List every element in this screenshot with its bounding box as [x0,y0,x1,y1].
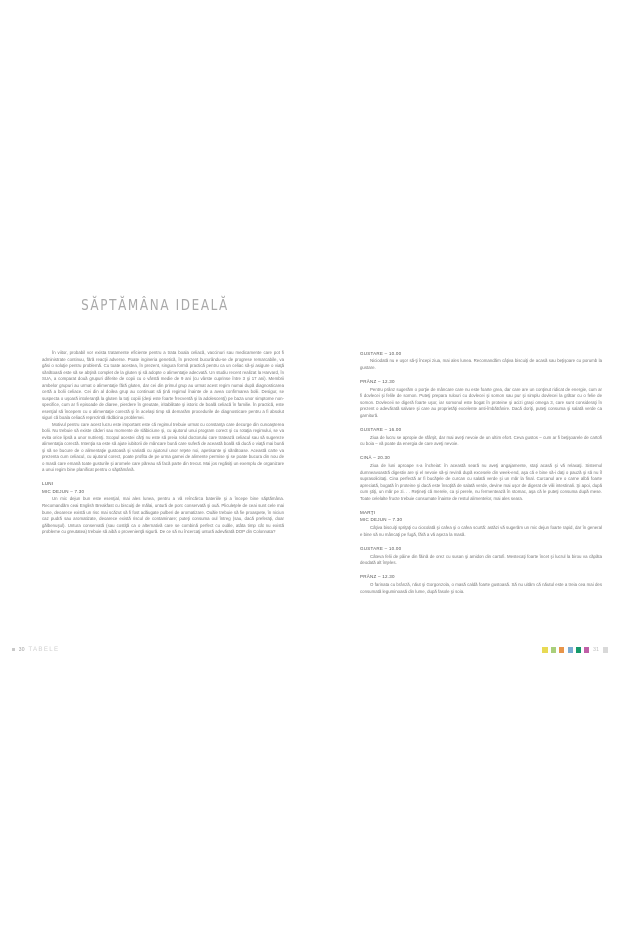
footer-swatch-group [542,647,608,653]
color-swatch-light-green [551,647,556,652]
meal-text-gustare-10: Niciodată nu e uşor să-ţi începi ziua, mai ales lunea. Recomandăm câţiva biscuiţi de acasă sau beţişoare cu porumb la gustare. [360,358,602,370]
meal-heading-mic-dejun: MIC DEJUN – 7.30 [42,488,85,494]
meal-text-cina-20: Ziua de luni aproape s-a încheiat: în această seară nu aveţi angajamente, staţi acasă şi vă relaxaţi. Sistemul dumneavoastră digestiv are şi el nevoie să-şi revină după excesele din week-end, aşa că e bine să-i daţi o pauză şi să nu îl suprasolicitaţi. Cina perfectă ar fi bucăţele de curcan cu salată verde şi un măr la final. Curcanul are o carne albă foarte apreciată, bogată în proteine şi dacă este însoţită de salată verde, devine mai uşor de digerat de vilii intestinali. Şi apoi, după cum ştiţi, un măr pe zi. . . Reţineţi că merele, ca şi perele, nu fermentează în stomac, aşa că le puteţi consuma după mese. Toate celelalte fructe trebuie consumate înainte de restul alimentelor, mai ales seara. [360,463,602,501]
meal-text-marti-gustare-10: Câteva felii de pâine din făină de orez cu susan şi amidon din cartofi. Mestecaţi foarte încet şi lucrul la birou va căpăta deodată alt înţeles. [360,553,602,566]
meal-heading-cina-20: CINĂ – 20.30 [360,455,391,461]
meal-text-mic-dejun: Un mic dejun bun este esenţial, mai ales lunea, pentru a vă reîncărca bateriile şi a începe bine săptămâna. Recomandăm ceai English Breakfast cu biscuiţi de mălai, untură de porc conservată şi ouă. Pliculeţele de ceai sunt cele mai bune, deoarece există un risc mai scăzut să fi fost adăugate pulberi de aromatizare. Ouăle trebuie să fie proaspete, în niciun caz pudră sau aromatizate, deoarece există riscul de contaminare; puteţi consuma oul întreg (sau, dacă preferaţi, doar gălbenuşul). Untura conservată (sau costiţă ca o alternativă care se combină perfect cu ouăle, atâta timp cât nu există probleme cu greutatea) trebuie să aibă o provenienţă sigură. De ce să nu încercaţi untură adevărată DOP din Colonnata? [42,496,284,535]
meal-text-marti-pranz-12: O farinata cu brânză, năut şi Gorgonzola, o masă caldă foarte gustoasă. Să nu uităm că năutul este a treia cea mai des consumată leguminoasă din lume, după fasole şi soia. [360,582,602,594]
color-swatch-magenta [584,647,589,652]
left-text-column [42,350,284,536]
footer-section-label: TABELE [28,646,60,653]
paragraph-intro-1: În viitor, probabil vor exista tratamente eficiente pentru a trata boala celiacă, vaccinuri sau medicamente care pot fi administrate continuu, fără reacţii adverse. Poate ingineria genetică, în prezent bucurându-se de progrese remarcabile, va găsi o soluţie pentru problemă. Cu toate acestea, în prezent, singura formă practică pentru ca un celiac să-şi asigure o viaţă sănătoasă este să se abţină complet de la gluten şi să adopte o alimentaţie adecvată. Un studiu recent realizat la Harvard, în SUA, a comparat două grupuri diferite de copii cu o vârstă medie de 9 ani (cu vârste cuprinse între 3 şi 17 ani). Membrii ambelor grupuri au urmat o alimentaţie fără gluten, dar cei din primul grup au urmat acest regim numai după diagnosticarea certă a bolii celiace. Cei din al doilea grup au continuat să ţină regimul înainte de a avea confirmarea bolii. Desigur, se suspecta o uşoară intoleranţă la gluten la toţi copiii (deşi este foarte frecventă şi la adolescenţi) pe baza unor simptome non-specifice, cum ar fi episoade de diaree, pierdere în greutate, iritabilitate şi istoric de boală celiacă în familie. În practică, este esenţial să începem cu o alimentaţie corectă şi în acelaşi timp să demarăm procedurile de diagnosticare pentru a fi absolut siguri că boala celiacă reprezintă rădăcina problemei. [42,350,284,421]
page-title: SĂPTĂMÂNA IDEALĂ [81,296,229,314]
meal-heading-gustare-10: GUSTARE – 10.00 [360,350,402,356]
meal-heading-pranz-12: PRÂNZ – 12.30 [360,378,395,384]
footer-left-group [12,646,59,653]
right-text-column [360,350,602,595]
color-swatch-yellow [542,647,547,652]
footer-page-number: 30 [18,646,25,653]
color-swatch-orange [559,647,564,652]
color-swatch-gray [603,647,608,652]
meal-text-marti-mic-dejun: Câţiva biscuiţi spriţaţi cu ciocolată şi cafea şi o cafea scurtă: astăzi vă sugerăm un mic dejun foarte rapid, dar în general e bine să nu mâncaţi pe fugă, fără a vă aşeza la masă. [360,525,602,537]
meal-heading-marti-mic-dejun: MIC DEJUN – 7.30 [360,517,403,523]
paragraph-intro-2: Motivul pentru care acest lucru este important este că regimul trebuie urmat cu constanţa care decurge din cunoaşterea bolii. Nu trebuie să existe căderi sau momente de slăbiciune şi, cu ajutorul unui program corect şi cu rotaţia regimului, se va evita orice lipsă a unor nutrienţi. Scopul acestei cărţi nu este să preia rolul doctorului care tratează celiacul sau să sugereze alimentaţia corectă. Intenţia sa este să ajute iubitorii de mâncare bună care suferă de această boală să ducă o viaţă mai bună şi să se bucure de o alimentaţie gustoasă şi variată cu ajutorul unor reţete noi, apetisante şi sănătoase. Această carte va prezenta cum celiacul, cu ajutorul corect, poate profita de pe urma gamei de alimente permise şi se poate bucura din nou de o masă care emană toate gusturile şi aromele care păreau să facă parte din trecut. Mai jos regăsiţi un exemplu de organizare a unui regim bine planificat pentru o săptămână. [42,421,284,473]
bullet-square-icon [12,648,15,651]
meal-text-pranz-12: Pentru prânz sugerăm o porţie de mâncare care nu este foarte grea, dar care are un conţinut ridicat de energie, cum ar fi dovlecei şi felile de somon. Puteţi prepara rulouri cu dovlecei şi somon sau pur şi simplu dovlecei la grătar cu o felie de somon. Dovleceii se digeră foarte uşor, iar somonul este bogat în proteine şi acizi graşi omega 3, care sunt consideraţi în prezent o adevărată salvare şi care au proprietăţi excelente anti-îmbătrânire. Dacă doriţi, puteţi consuma şi salată verde ca garnitură. [360,386,602,418]
day-heading-marti: MARŢI [360,509,376,515]
meal-heading-marti-gustare-10: GUSTARE – 10.00 [360,545,402,551]
page-footer [0,646,620,660]
meal-text-gustare-16: Ziua de lucru se apropie de sfârşit, dar mai aveţi nevoie de un ultim efort. Ceva gustos – cum ar fi beţişoarele de cartofi cu boia – vă poate da energia de care aveţi nevoie. [360,434,602,447]
color-swatch-dark-green [576,647,581,652]
day-heading-luni: LUNI [42,481,54,487]
footer-right-page-number: 31 [593,647,600,653]
color-swatch-light-blue [568,647,573,652]
meal-heading-marti-pranz-12: PRÂNZ – 12.30 [360,574,395,580]
meal-heading-gustare-16: GUSTARE – 16.00 [360,426,402,432]
